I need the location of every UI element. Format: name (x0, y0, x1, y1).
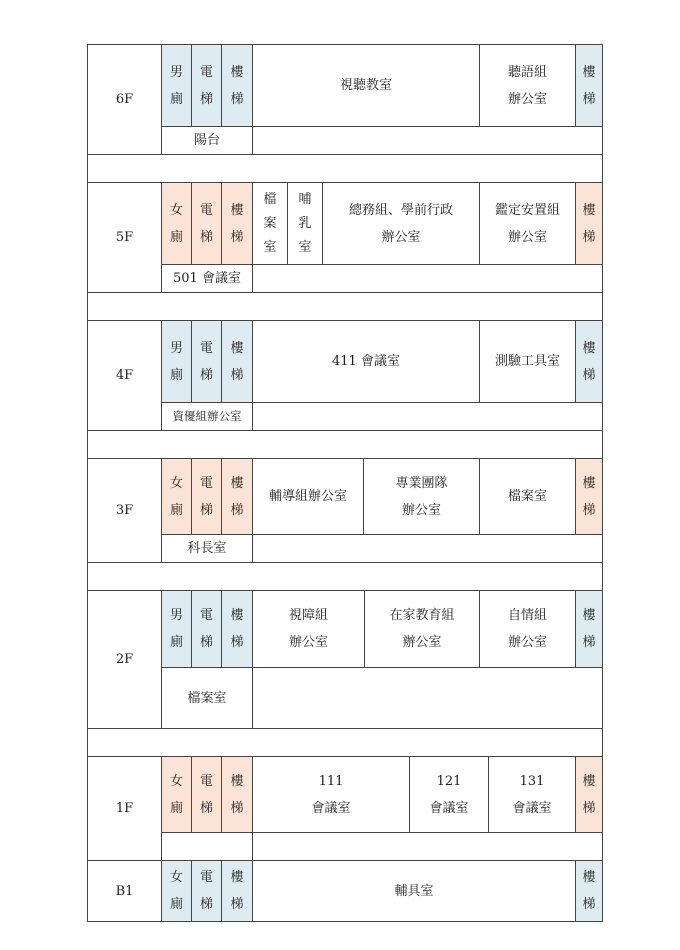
cell-female-restroom: 女 廁 (161, 182, 192, 265)
cell-visual-impairment-office: 視障組 辦公室 (252, 590, 365, 668)
cell-gifted-office: 資優組辦公室 (161, 402, 253, 431)
floor-spacer (87, 292, 603, 321)
cell-stairs-left: 樓 梯 (221, 756, 253, 833)
cell-elevator: 電 梯 (191, 320, 222, 403)
cell-balcony: 陽台 (161, 126, 253, 155)
floor-label-2f: 2F (87, 590, 162, 729)
empty-cell (252, 126, 603, 155)
cell-section-chief-office: 科長室 (161, 534, 253, 563)
cell-elevator: 電 梯 (191, 860, 222, 922)
floor-spacer (87, 430, 603, 459)
floor-label-5f: 5F (87, 182, 162, 293)
cell-elevator: 電 梯 (191, 458, 222, 535)
floor-spacer (87, 728, 603, 757)
cell-assistive-devices-room: 輔具室 (252, 860, 576, 922)
cell-stairs-right: 樓 梯 (575, 590, 603, 668)
cell-female-restroom: 女 廁 (161, 860, 192, 922)
empty-cell (161, 832, 253, 861)
cell-archive-room: 檔 案 室 (252, 182, 288, 265)
cell-elevator: 電 梯 (191, 756, 222, 833)
cell-meeting-room-111: 111 會議室 (252, 756, 410, 833)
cell-assessment-placement-office: 鑑定安置組 辦公室 (479, 182, 576, 265)
cell-elevator: 電 梯 (191, 44, 222, 127)
floor-label-4f: 4F (87, 320, 162, 431)
cell-autism-office: 自情組 辦公室 (479, 590, 576, 668)
cell-stairs-left: 樓 梯 (221, 44, 253, 127)
cell-meeting-room-411: 411 會議室 (252, 320, 480, 403)
cell-stairs-left: 樓 梯 (221, 590, 253, 668)
cell-elevator: 電 梯 (191, 590, 222, 668)
cell-hearing-speech-office: 聽語組 辦公室 (479, 44, 576, 127)
cell-stairs-left: 樓 梯 (221, 182, 253, 265)
empty-cell (252, 832, 603, 861)
floor-label-b1: B1 (87, 860, 162, 922)
floor-spacer (87, 562, 603, 591)
cell-meeting-room-121: 121 會議室 (409, 756, 489, 833)
cell-nursing-room: 哺 乳 室 (287, 182, 323, 265)
cell-archive-room: 檔案室 (479, 458, 576, 535)
floor-spacer (87, 154, 603, 183)
cell-stairs-right: 樓 梯 (575, 860, 603, 922)
cell-home-education-office: 在家教育組 辦公室 (364, 590, 480, 668)
cell-female-restroom: 女 廁 (161, 458, 192, 535)
cell-stairs-right: 樓 梯 (575, 44, 603, 127)
empty-cell (252, 534, 603, 563)
floor-label-3f: 3F (87, 458, 162, 563)
empty-cell (252, 402, 603, 431)
cell-stairs-right: 樓 梯 (575, 182, 603, 265)
cell-male-restroom: 男 廁 (161, 44, 192, 127)
empty-cell (252, 667, 603, 729)
cell-male-restroom: 男 廁 (161, 320, 192, 403)
cell-meeting-room-501: 501 會議室 (161, 264, 253, 293)
cell-stairs-right: 樓 梯 (575, 320, 603, 403)
cell-general-affairs-office: 總務組、學前行政 辦公室 (322, 182, 480, 265)
cell-stairs-left: 樓 梯 (221, 860, 253, 922)
cell-elevator: 電 梯 (191, 182, 222, 265)
cell-male-restroom: 男 廁 (161, 590, 192, 668)
cell-stairs-right: 樓 梯 (575, 756, 603, 833)
cell-test-tools-room: 測驗工具室 (479, 320, 576, 403)
cell-stairs-left: 樓 梯 (221, 320, 253, 403)
cell-female-restroom: 女 廁 (161, 756, 192, 833)
cell-counseling-office: 輔導組辦公室 (252, 458, 364, 535)
cell-stairs-right: 樓 梯 (575, 458, 603, 535)
floor-label-6f: 6F (87, 44, 162, 155)
cell-meeting-room-131: 131 會議室 (488, 756, 576, 833)
cell-stairs-left: 樓 梯 (221, 458, 253, 535)
cell-professional-team-office: 專業團隊 辦公室 (363, 458, 480, 535)
floor-label-1f: 1F (87, 756, 162, 861)
cell-archive-room: 檔案室 (161, 667, 253, 729)
cell-audiovisual-classroom: 視聽教室 (252, 44, 480, 127)
empty-cell (252, 264, 603, 293)
